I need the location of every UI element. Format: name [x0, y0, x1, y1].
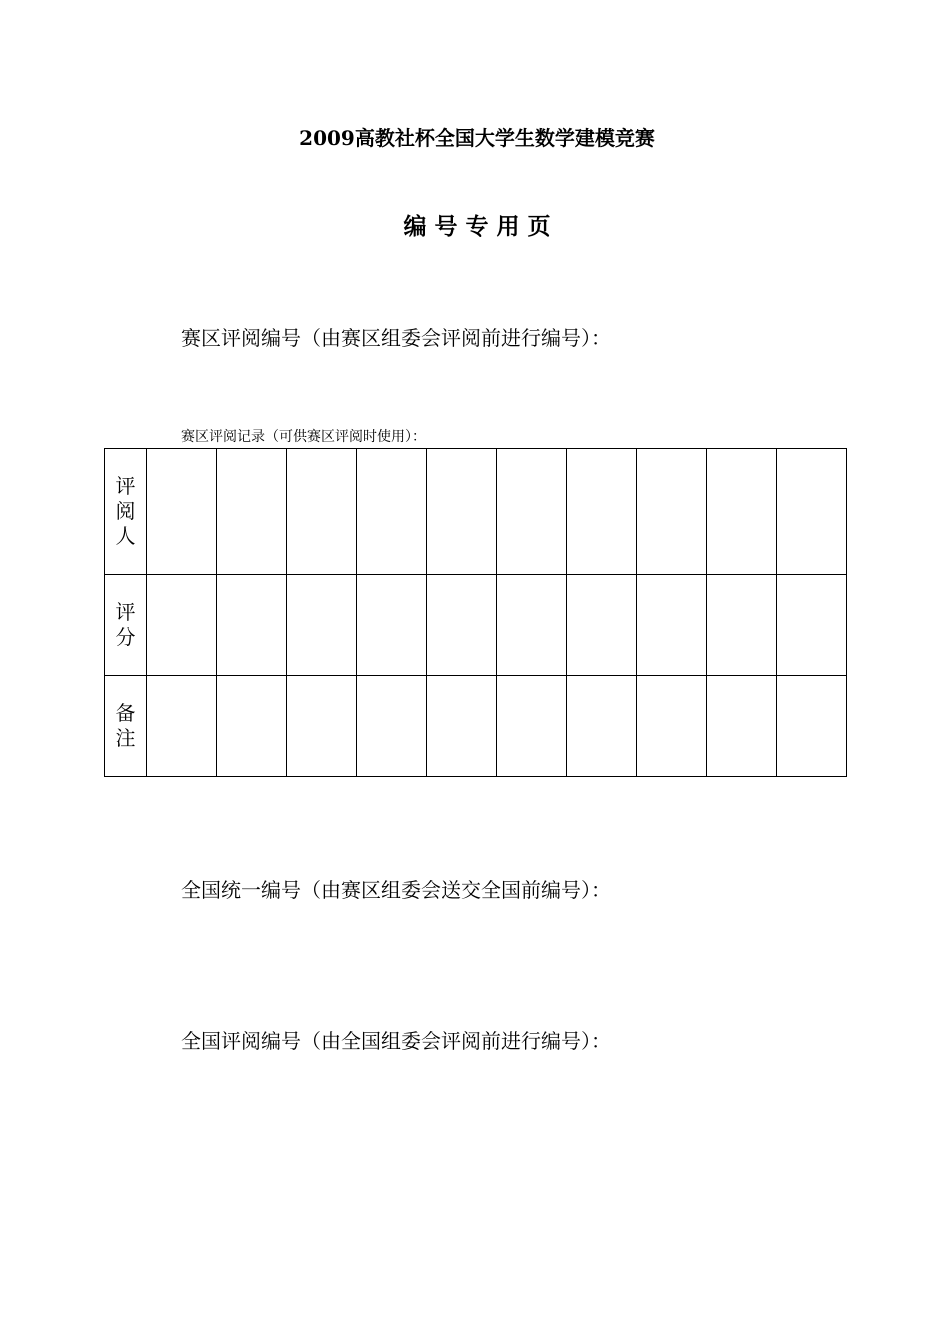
table-cell [427, 676, 497, 777]
row-header-score: 评分 [105, 575, 147, 676]
table-cell [217, 449, 287, 575]
table-cell [287, 676, 357, 777]
table-cell [637, 575, 707, 676]
row-header-reviewer: 评阅人 [105, 449, 147, 575]
national-unified-number-label: 全国统一编号（由赛区组委会送交全国前编号）： [181, 878, 611, 902]
table-row-remarks [105, 676, 847, 777]
table-cell [567, 676, 637, 777]
table-cell [357, 449, 427, 575]
table-cell [217, 575, 287, 676]
table-cell [427, 449, 497, 575]
regional-review-table [104, 448, 847, 777]
regional-review-number-label: 赛区评阅编号（由赛区组委会评阅前进行编号）： [181, 326, 611, 350]
table-cell [427, 575, 497, 676]
table-cell [567, 449, 637, 575]
table-cell [147, 676, 217, 777]
table-cell [287, 449, 357, 575]
table-cell [567, 575, 637, 676]
table-cell [497, 449, 567, 575]
table-cell [707, 449, 777, 575]
document-title: 2009高教社杯全国大学生数学建模竞赛 [299, 126, 655, 150]
table-cell [357, 676, 427, 777]
table-cell [357, 575, 427, 676]
row-header-remarks: 备注 [105, 676, 147, 777]
table-cell [147, 449, 217, 575]
table-cell [777, 575, 847, 676]
table-row-reviewer [105, 449, 847, 575]
table-row-score [105, 575, 847, 676]
table-cell [707, 676, 777, 777]
document-subtitle: 编 号 专 用 页 [403, 213, 551, 240]
table-cell [637, 449, 707, 575]
table-cell [217, 676, 287, 777]
table-cell [707, 575, 777, 676]
table-cell [147, 575, 217, 676]
national-review-number-label: 全国评阅编号（由全国组委会评阅前进行编号）： [181, 1029, 611, 1053]
table-cell [777, 449, 847, 575]
table-cell [637, 676, 707, 777]
table-cell [497, 676, 567, 777]
table-caption: 赛区评阅记录（可供赛区评阅时使用）： [181, 429, 426, 445]
table-cell [497, 575, 567, 676]
table-cell [777, 676, 847, 777]
table-cell [287, 575, 357, 676]
